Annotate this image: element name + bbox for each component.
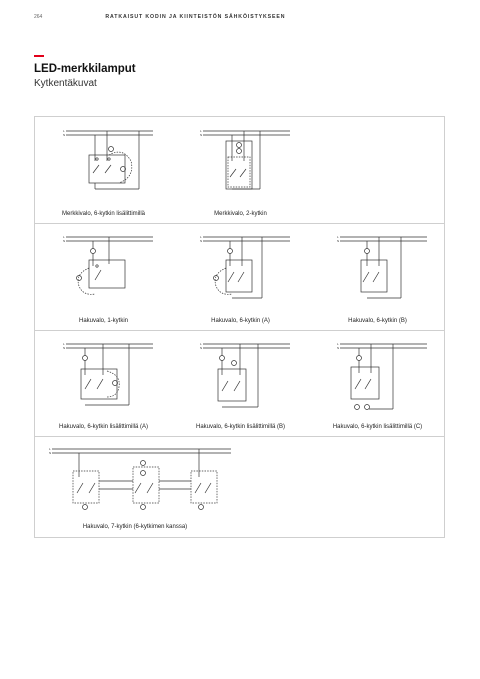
diagram-cell-9 [35, 437, 235, 539]
svg-text:N: N [200, 346, 203, 350]
diagram-cell-5 [309, 224, 446, 330]
svg-text:N: N [200, 239, 203, 243]
diagram-cell-7 [172, 331, 309, 436]
svg-text:L: L [63, 129, 65, 133]
svg-text:N: N [63, 239, 66, 243]
diagram-row-2 [35, 224, 444, 331]
svg-text:L: L [63, 342, 65, 346]
diagram-cell-6 [35, 331, 172, 436]
wiring-diagram-4 [172, 224, 309, 331]
svg-text:L: L [200, 129, 202, 133]
diagram-grid [34, 116, 445, 538]
wiring-diagram-8 [309, 331, 446, 437]
page-title: LED-merkkilamput [34, 63, 136, 75]
accent-bar [34, 55, 44, 57]
diagram-row-3 [35, 331, 444, 437]
diagram-caption-8: Hakuvalo, 6-kytkin lisälittimillä (C) [332, 424, 423, 430]
svg-text:N: N [200, 133, 203, 137]
wiring-diagram-6 [35, 331, 172, 437]
wiring-diagram-2 [172, 117, 309, 224]
diagram-cell-3 [35, 224, 172, 330]
diagram-caption-9: Hakuvalo, 7-kytkin (6-kytkimen kanssa) [82, 524, 188, 530]
wiring-diagram-1 [35, 117, 172, 224]
diagram-cell-1 [35, 117, 172, 223]
diagram-row-1 [35, 117, 444, 224]
diagram-row-4 [35, 437, 444, 539]
diagram-caption-4: Hakuvalo, 6-kytkin (A) [211, 318, 270, 324]
page-subtitle: Kytkentäkuvat [34, 78, 97, 89]
diagram-cell-2 [172, 117, 309, 223]
diagram-caption-6: Hakuvalo, 6-kytkin lisälittimillä (A) [58, 424, 149, 430]
wiring-diagram-5 [309, 224, 446, 331]
svg-text:L: L [63, 235, 65, 239]
wiring-diagram-3 [35, 224, 172, 331]
diagram-caption-2: Merkkivalo, 2-kytkin [214, 211, 267, 217]
svg-text:N: N [63, 133, 66, 137]
diagram-cell-8 [309, 331, 446, 436]
svg-text:L: L [200, 235, 202, 239]
svg-text:L: L [49, 447, 51, 451]
diagram-cell-4 [172, 224, 309, 330]
diagram-caption-3: Hakuvalo, 1-kytkin [78, 318, 129, 324]
svg-text:N: N [63, 346, 66, 350]
diagram-cell-empty [309, 117, 446, 223]
svg-text:N: N [337, 346, 340, 350]
diagram-caption-1: Merkkivalo, 6-kytkin lisälittimillä [61, 211, 145, 217]
svg-text:N: N [337, 239, 340, 243]
page-number: 264 [34, 14, 43, 20]
svg-text:L: L [337, 342, 339, 346]
wiring-diagram-7 [172, 331, 309, 437]
diagram-caption-5: Hakuvalo, 6-kytkin (B) [348, 318, 407, 324]
svg-text:L: L [200, 342, 202, 346]
page-header [34, 14, 285, 20]
svg-text:L: L [337, 235, 339, 239]
section-title: RATKAISUT KODIN JA KIINTEISTÖN SÄHKÖISTYKSEEN [105, 14, 286, 20]
diagram-caption-7: Hakuvalo, 6-kytkin lisälittimillä (B) [195, 424, 286, 430]
svg-text:N: N [49, 451, 52, 455]
